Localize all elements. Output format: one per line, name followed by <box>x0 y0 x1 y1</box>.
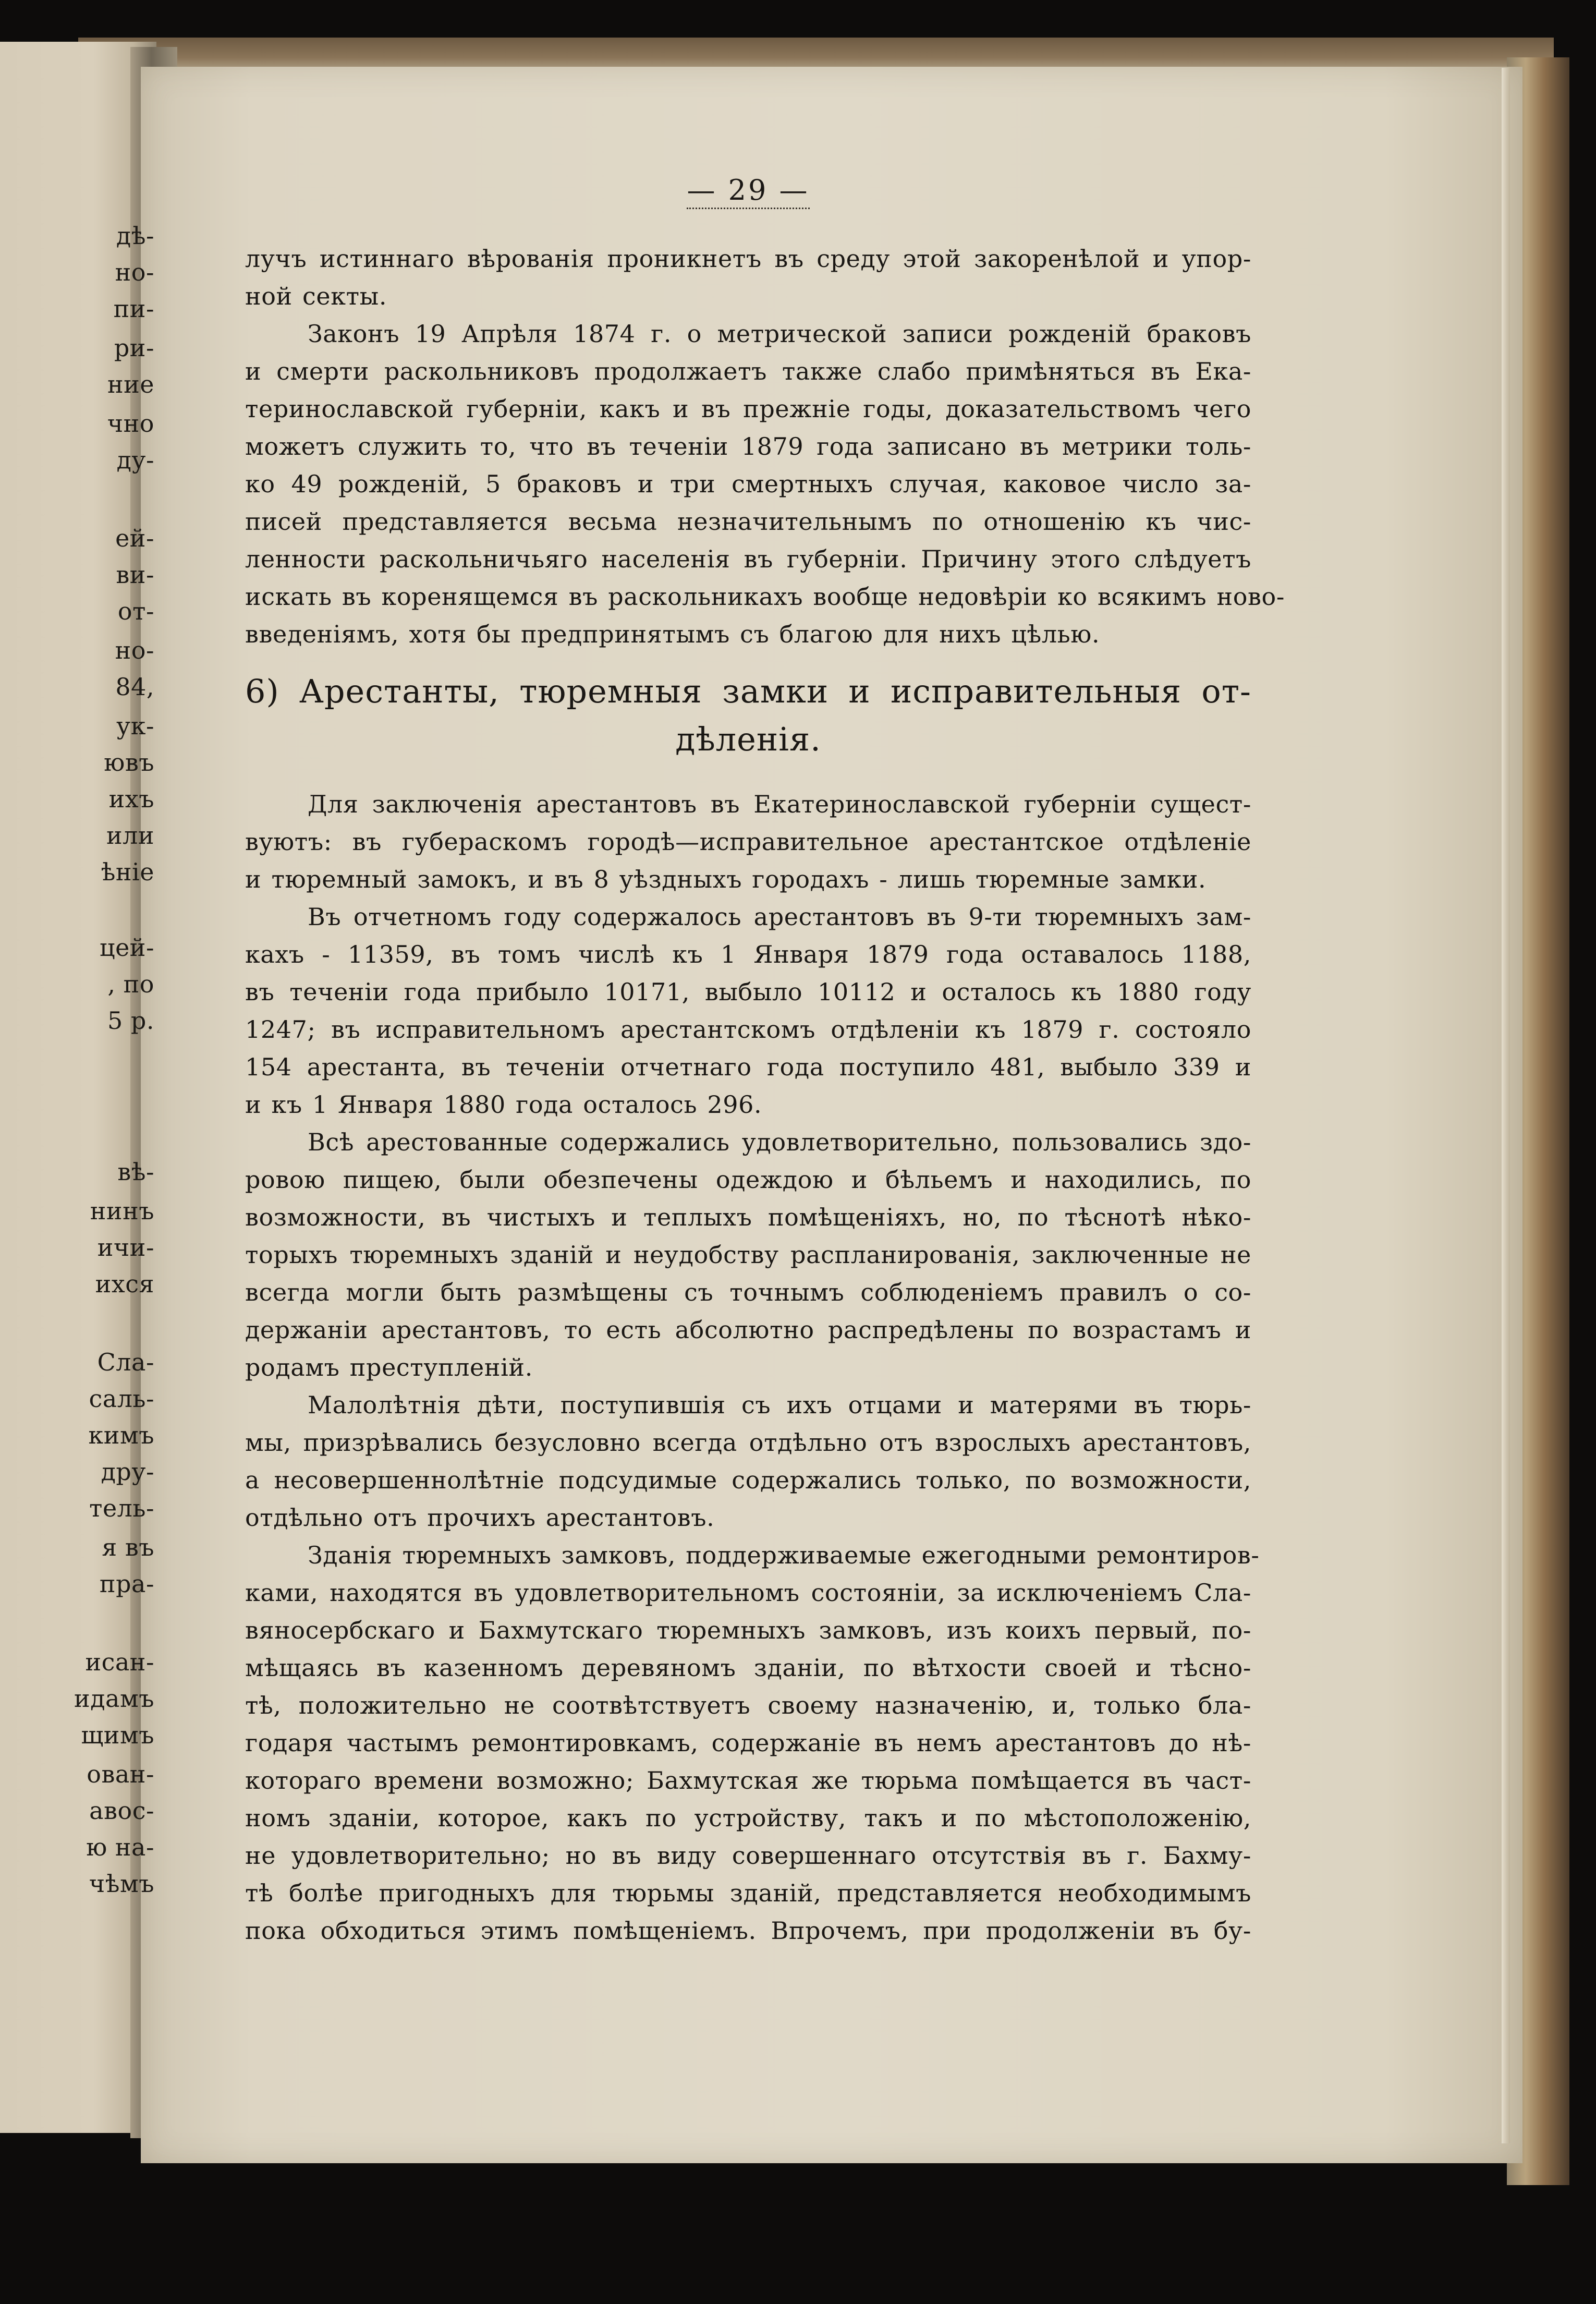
left-page-fragment: щимъ <box>81 1721 154 1749</box>
left-page-fragment: я въ <box>102 1533 154 1561</box>
left-page-fragment: Сла- <box>97 1348 154 1376</box>
text-line: вуютъ: въ губерaскомъ городѣ—исправительное арестантское отдѣленіе <box>245 828 1251 856</box>
text-line: 1247; въ исправительномъ арестантскомъ отдѣленіи къ 1879 г. состояло <box>245 1015 1251 1044</box>
left-page-fragment: или <box>106 821 154 850</box>
left-page-fragment: дру- <box>101 1458 154 1486</box>
heading-line: 6) Арестанты, тюремныя замки и исправительныя от- <box>245 672 1251 710</box>
left-page-fragment: дѣ- <box>116 222 154 250</box>
left-page-fragment: 84, <box>115 673 154 701</box>
text-line: ками, находятся въ удовлетворительномъ состояніи, за исключеніемъ Сла- <box>245 1579 1251 1607</box>
left-page-fragment: чѣмъ <box>89 1870 154 1898</box>
page-edge <box>1502 68 1510 2143</box>
left-page-fragment: ние <box>107 370 154 398</box>
left-page-fragment: ви- <box>116 561 154 589</box>
left-page-fragment: ду- <box>116 446 154 474</box>
text-line: тѣ, положительно не соотвѣтствуетъ своему назначенію, и, только бла- <box>245 1691 1251 1719</box>
left-page-fragment: чно <box>107 409 154 438</box>
left-page-fragment: 5 р. <box>107 1007 154 1035</box>
paragraph <box>245 1386 1251 1536</box>
text-line: всегда могли быть размѣщены съ точнымъ соблюденіемъ правилъ о со- <box>245 1278 1251 1306</box>
text-line: вяносербскаго и Бахмутскаго тюремныхъ замковъ, изъ коихъ первый, по- <box>245 1616 1251 1644</box>
left-page-fragment: ювъ <box>104 748 154 777</box>
text-line: писей представляется весьма незначительнымъ по отношенію къ чис- <box>245 507 1251 536</box>
text-line: въ теченіи года прибыло 10171, выбыло 10112 и осталось къ 1880 году <box>245 978 1251 1006</box>
paragraph <box>245 785 1251 898</box>
left-page-fragment: ѣніе <box>101 858 154 886</box>
text-line: и тюремный замокъ, и въ 8 уѣздныхъ городахъ - лишь тюремные замки. <box>245 865 1207 893</box>
left-page-fragment: ихъ <box>108 785 154 813</box>
left-page-fragment: исан- <box>85 1648 154 1676</box>
text-line: тѣ болѣе пригодныхъ для тюрьмы зданій, представляется необходимымъ <box>245 1879 1251 1907</box>
text-line: ко 49 рожденій, 5 браковъ и три смертныхъ случая, каковое число за- <box>245 470 1251 498</box>
left-page-text-fragments <box>0 0 156 2304</box>
text-line: котораго времени возможно; Бахмутская же тюрьма помѣщается въ част- <box>245 1766 1251 1794</box>
text-line: мы, призрѣвались безусловно всегда отдѣльно отъ взрослыхъ арестантовъ, <box>245 1428 1251 1457</box>
text-line: номъ зданіи, которое, какъ по устройству, такъ и по мѣстоположенію, <box>245 1804 1251 1832</box>
text-line: Малолѣтнія дѣти, поступившія съ ихъ отцами и матерями въ тюрь- <box>308 1391 1251 1419</box>
left-page-fragment: пи- <box>113 295 154 323</box>
text-line: введеніямъ, хотя бы предпринятымъ съ благою для нихъ цѣлью. <box>245 620 1100 648</box>
text-line: торыхъ тюремныхъ зданій и неудобству распланированія, заключенные не <box>245 1241 1251 1269</box>
text-line: а несовершеннолѣтніе подсудимые содержались только, по возможности, <box>245 1466 1251 1494</box>
text-line: Всѣ арестованные содержались удовлетворительно, пользовались здо- <box>308 1128 1251 1156</box>
text-line: лучъ истиннаго вѣрованія проникнетъ въ среду этой закоренѣлой и упор- <box>245 245 1251 273</box>
text-line: кахъ - 11359, въ томъ числѣ къ 1 Января 1879 года оставалось 1188, <box>245 940 1251 968</box>
left-page-fragment: цей- <box>99 933 154 962</box>
left-page-fragment: нинъ <box>90 1197 154 1225</box>
left-page-fragment: ихся <box>95 1270 154 1298</box>
left-page-fragment: тель- <box>89 1494 154 1522</box>
left-page-fragment: но- <box>115 636 154 664</box>
text-line: можетъ служить то, что въ теченіи 1879 года записано въ метрики толь- <box>245 432 1251 460</box>
text-line: держаніи арестантовъ, то есть абсолютно распредѣлены по возрастамъ и <box>245 1316 1251 1344</box>
left-page-fragment: ю на- <box>86 1833 154 1861</box>
left-page-fragment: от- <box>117 597 154 625</box>
text-line: Зданія тюремныхъ замковъ, поддерживаемые ежегодными ремонтиров- <box>308 1541 1260 1569</box>
left-page-fragment: пра- <box>99 1570 154 1598</box>
text-line: годаря частымъ ремонтировкамъ, содержаніе въ немъ арестантовъ до нѣ- <box>245 1729 1251 1757</box>
text-line: 154 арестанта, въ теченіи отчетнаго года поступило 481, выбыло 339 и <box>245 1053 1251 1081</box>
left-page-fragment: кимъ <box>88 1421 154 1449</box>
left-page-fragment: ук- <box>116 712 154 740</box>
text-line: теринославской губерніи, какъ и въ прежніе годы, доказательствомъ чего <box>245 395 1251 423</box>
text-line: и смерти раскольниковъ продолжаетъ также слабо примѣняться въ Ека- <box>245 357 1251 385</box>
text-line: Въ отчетномъ году содержалось арестантовъ въ 9-ти тюремныхъ зам- <box>308 903 1251 931</box>
text-line: мѣщаясь въ казенномъ деревяномъ зданіи, по вѣтхости своей и тѣсно- <box>245 1654 1251 1682</box>
text-line: возможности, въ чистыхъ и теплыхъ помѣщеніяхъ, но, по тѣснотѣ нѣко- <box>245 1203 1251 1231</box>
left-page-fragment: ей- <box>115 524 154 552</box>
text-line: ной секты. <box>245 282 387 310</box>
page-body <box>245 240 1285 1949</box>
text-line: отдѣльно отъ прочихъ арестантовъ. <box>245 1503 715 1532</box>
paragraph <box>245 240 1251 315</box>
page-number: — 29 — <box>245 172 1251 209</box>
left-page-fragment: авос- <box>89 1797 154 1825</box>
left-page-fragment: вѣ- <box>117 1158 154 1186</box>
text-line: родамъ преступленій. <box>245 1353 533 1381</box>
left-page-fragment: идамъ <box>74 1684 154 1713</box>
left-page-fragment: ован- <box>87 1760 154 1788</box>
text-line: Законъ 19 Апрѣля 1874 г. о метрической записи рожденій браковъ <box>308 320 1251 348</box>
text-line: не удовлетворительно; но въ виду совершеннаго отсутствія въ г. Бахму- <box>245 1841 1251 1870</box>
left-page-fragment: ичи- <box>97 1233 154 1262</box>
left-page-fragment: саль- <box>89 1385 154 1413</box>
left-page-fragment: ри- <box>114 334 154 362</box>
text-line: ровою пищею, были обезпечены одеждою и бѣльемъ и находились, по <box>245 1166 1251 1194</box>
paragraph <box>245 1536 1260 1949</box>
left-page-fragment: но- <box>115 258 154 286</box>
heading-line: дѣленія. <box>675 720 821 758</box>
text-line: Для заключенія арестантовъ въ Екатеринославской губерніи сущест- <box>308 790 1251 818</box>
left-page-fragment: , по <box>107 970 154 998</box>
text-line: пока обходиться этимъ помѣщеніемъ. Впрочемъ, при продолженіи въ бу- <box>245 1917 1251 1945</box>
text-line: и къ 1 Января 1880 года осталось 296. <box>245 1090 762 1119</box>
paragraph <box>245 315 1285 653</box>
text-line: искать въ коренящемся въ раскольникахъ вообще недовѣріи ко всякимъ ново- <box>245 583 1285 611</box>
section-heading <box>245 668 1251 763</box>
paragraph <box>245 1123 1251 1386</box>
paragraph <box>245 898 1251 1123</box>
text-line: ленности раскольничьяго населенія въ губерніи. Причину этого слѣдуетъ <box>245 545 1251 573</box>
